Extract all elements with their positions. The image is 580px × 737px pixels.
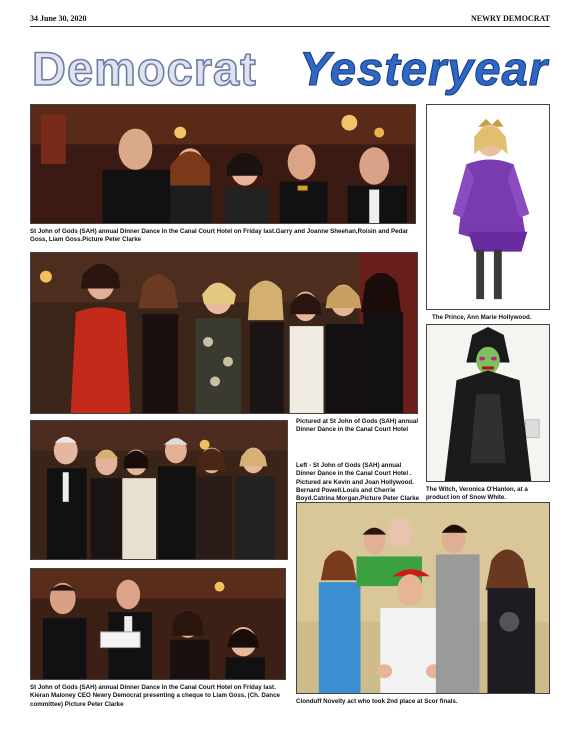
photo-ladies-group [30,252,418,414]
masthead [32,40,548,96]
page-date: 34 June 30, 2020 [30,14,87,23]
photo-dinner-dance-group [30,104,416,224]
header-rule [30,26,550,27]
photo-the-witch [426,324,550,482]
masthead-word-democrat: Democrat [32,41,257,95]
photo-hollywood-group [30,420,288,560]
caption-prince: The Prince, Ann Marie Hollywood. [432,314,532,321]
photo-cheque-presentation [30,568,286,680]
publication-name: NEWRY DEMOCRAT [470,14,550,23]
masthead-word-yesteryear: Yesteryear [299,41,548,95]
caption-photo1: St John of Gods (SAH) annual Dinner Dance in the Canal Court Hotel on Friday last.Garry and Joanne Sheehan,Roisin and Pedar Goss, Liam Goss.Picture Peter Clarke [30,228,409,244]
caption-photo2: Pictured at St John of Gods (SAH) annual Dinner Dance in the Canal Court Hotel [296,418,419,434]
caption-photo3: Left - St John of Gods (SAH) annual Dinner Dance in the Canal Court Hotel . Pictured are Kevin and Joan Hollywood. Bernard Powell.Louis and Cherrie Boyd.Catrina Morgan.Picture Peter Clarke [296,462,420,503]
caption-photo5: Clonduff Novelty act who took 2nd place at Scor finals. [296,698,458,705]
caption-witch: The Witch, Veronica O'Hanlon, at a product ion of Snow White. [426,486,528,502]
photo-the-prince [426,104,550,310]
caption-photo4: St John of Gods (SAH) annual Dinner Dance in the Canal Court Hotel on Friday last. Kieran Maloney CEO Newry Democrat presenting a cheque to Liam Goss, (Ch. Dance committee) Picture Peter Clarke [30,684,280,708]
photo-clonduff-novelty-act [296,502,550,694]
